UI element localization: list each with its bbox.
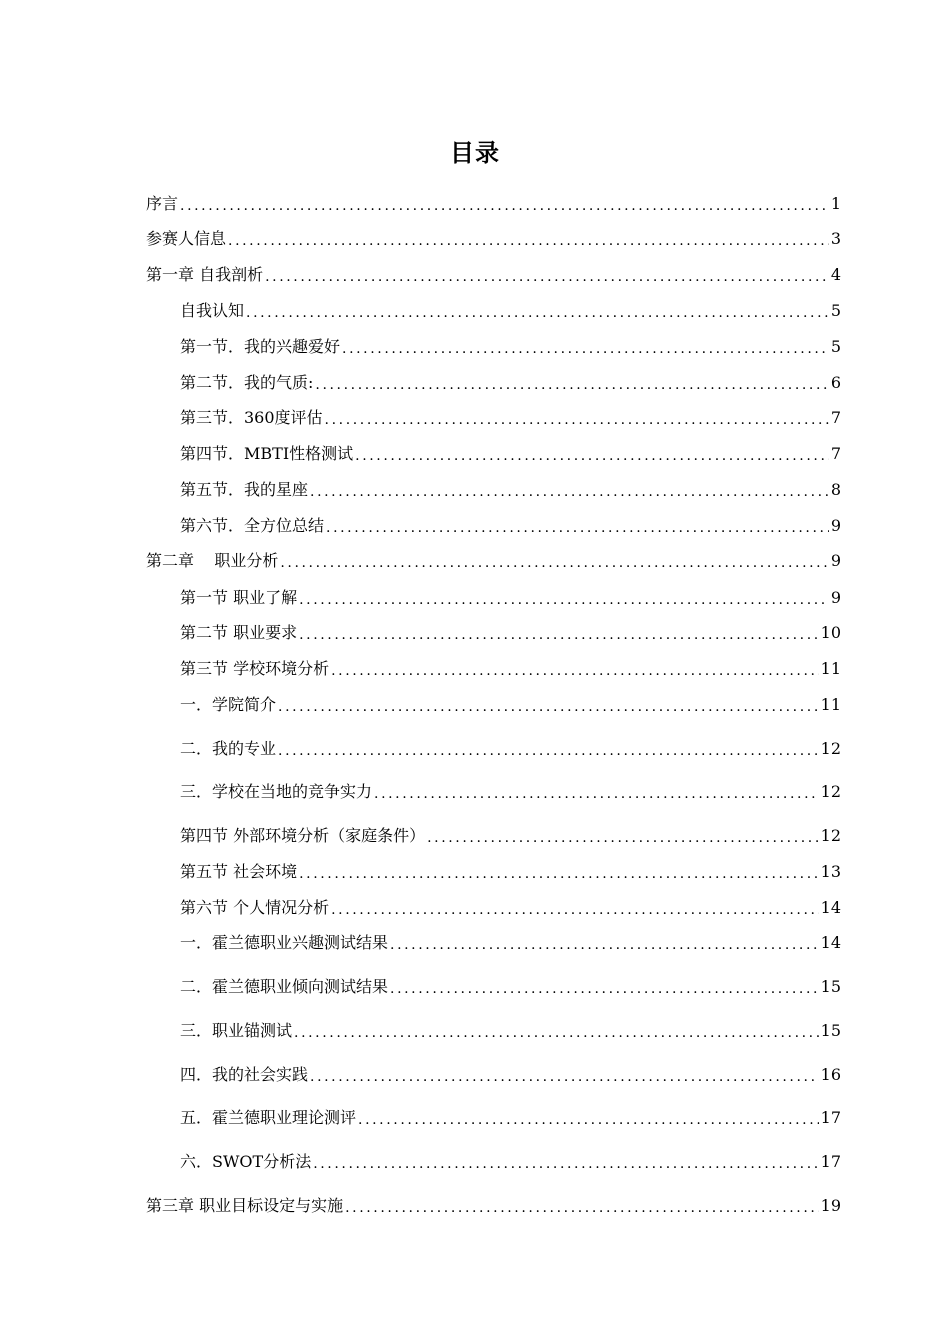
toc-entry-page: 7 [830,444,841,463]
toc-leader-dots [427,829,819,847]
toc-leader-dots [299,865,819,883]
toc-entry-page: 5 [830,337,841,356]
toc-entry-label: 一．学院简介 [180,695,277,714]
toc-leader-dots [345,1199,819,1217]
toc-entry-page: 10 [820,623,841,642]
toc-entry-label: 五．霍兰德职业理论测评 [180,1108,357,1127]
toc-entry-label: 一．霍兰德职业兴趣测试结果 [180,933,389,952]
toc-leader-dots [390,980,819,998]
toc-entry[interactable] [146,550,841,572]
toc-entry-label: 第一章 自我剖析 [146,265,264,284]
toc-entry[interactable] [180,443,841,465]
toc-entry[interactable] [180,1020,841,1042]
toc-entry[interactable] [180,300,841,322]
toc-entry-page: 8 [830,480,841,499]
toc-leader-dots [331,662,819,680]
toc-entry[interactable] [180,1107,841,1129]
toc-entry[interactable] [180,372,841,394]
toc-entry-label: 二．霍兰德职业倾向测试结果 [180,977,389,996]
toc-entry-page: 15 [820,977,841,996]
toc-leader-dots [313,1155,818,1173]
toc-entry-page: 9 [830,588,841,607]
toc-entry-page: 13 [820,862,841,881]
toc-entry[interactable] [180,897,841,919]
toc-entry[interactable] [180,738,841,760]
toc-entry[interactable] [180,861,841,883]
toc-entry-label: 三．学校在当地的竞争实力 [180,782,373,801]
toc-leader-dots [342,340,829,358]
toc-leader-dots [355,447,829,465]
toc-entry-page: 6 [830,373,841,392]
toc-entry[interactable] [180,781,841,803]
toc-entry-page: 14 [820,898,841,917]
toc-entry-label: 第三节 学校环境分析 [180,659,330,678]
toc-leader-dots [310,1068,819,1086]
toc-entry-label: 第四节 外部环境分析（家庭条件） [180,826,426,845]
toc-entry-label: 第五节．我的星座 [180,480,309,499]
toc-entry-page: 4 [830,265,841,284]
toc-entry-label: 第三章 职业目标设定与实施 [146,1196,344,1215]
toc-entry-page: 14 [820,933,841,952]
toc-leader-dots [180,197,829,215]
toc-entry-label: 六．SWOT分析法 [180,1152,312,1171]
toc-entry[interactable] [180,587,841,609]
toc-entry-page: 12 [820,826,841,845]
toc-entry-label: 第二节 职业要求 [180,623,298,642]
toc-entry[interactable] [180,622,841,644]
toc-entry-label: 第六节．全方位总结 [180,516,325,535]
toc-entry-label: 参赛人信息 [146,229,227,248]
toc-leader-dots [390,936,819,954]
toc-leader-dots [299,626,819,644]
toc-entry-page: 17 [820,1152,841,1171]
toc-entry-label: 序言 [146,194,179,213]
toc-entry-page: 16 [820,1065,841,1084]
toc-leader-dots [310,483,829,501]
toc-entry[interactable] [180,1064,841,1086]
toc-entry-page: 7 [830,408,841,427]
toc-entry[interactable] [146,228,841,250]
toc-entry-page: 3 [830,229,841,248]
toc-entry-label: 二．我的专业 [180,739,277,758]
toc-leader-dots [294,1024,819,1042]
toc-entry[interactable] [146,1195,841,1217]
toc-entry[interactable] [180,825,841,847]
toc-entry-label: 第一节．我的兴趣爱好 [180,337,341,356]
toc-entry[interactable] [180,515,841,537]
toc-entry-page: 9 [830,551,841,570]
toc-leader-dots [228,232,829,250]
toc-entry-page: 15 [820,1021,841,1040]
toc-entry[interactable] [180,336,841,358]
toc-entry-label: 第四节．MBTI性格测试 [180,444,354,463]
toc-entry[interactable] [180,1151,841,1173]
toc-entry-label: 三．职业锚测试 [180,1021,293,1040]
toc-leader-dots [331,901,819,919]
toc-entry-page: 12 [820,739,841,758]
toc-entry[interactable] [180,932,841,954]
toc-leader-dots [280,554,828,572]
toc-entry-label: 第一节 职业了解 [180,588,298,607]
toc-entry-label: 第二节．我的气质: [180,373,314,392]
toc-entry[interactable] [180,407,841,429]
toc-entry-page: 17 [820,1108,841,1127]
toc-leader-dots [358,1111,819,1129]
toc-leader-dots [325,411,829,429]
page-title: 目录 [450,139,500,167]
toc-entry[interactable] [146,264,841,286]
toc-entry[interactable] [180,479,841,501]
toc-leader-dots [246,304,829,322]
toc-entry-page: 1 [830,194,841,213]
toc-entry-page: 9 [830,516,841,535]
toc-entry-page: 12 [820,782,841,801]
toc-leader-dots [278,742,819,760]
toc-leader-dots [374,785,819,803]
toc-entry-page: 11 [820,695,841,714]
toc-entry-label: 第二章 职业分析 [146,551,279,570]
toc-entry[interactable] [146,193,841,215]
toc-entry-label: 第五节 社会环境 [180,862,298,881]
toc-entry-page: 5 [830,301,841,320]
toc-entry-page: 11 [820,659,841,678]
toc-leader-dots [315,376,828,394]
toc-leader-dots [265,268,829,286]
toc-entry[interactable] [180,976,841,998]
toc-entry-label: 四．我的社会实践 [180,1065,309,1084]
toc-entry-label: 自我认知 [180,301,245,320]
toc-entry-label: 第三节．360度评估 [180,408,323,427]
toc-leader-dots [278,698,819,716]
toc-leader-dots [326,519,829,537]
toc-entry[interactable] [180,658,841,680]
toc-entry-page: 19 [820,1196,841,1215]
toc-entry-label: 第六节 个人情况分析 [180,898,330,917]
toc-leader-dots [299,591,829,609]
toc-entry[interactable] [180,694,841,716]
